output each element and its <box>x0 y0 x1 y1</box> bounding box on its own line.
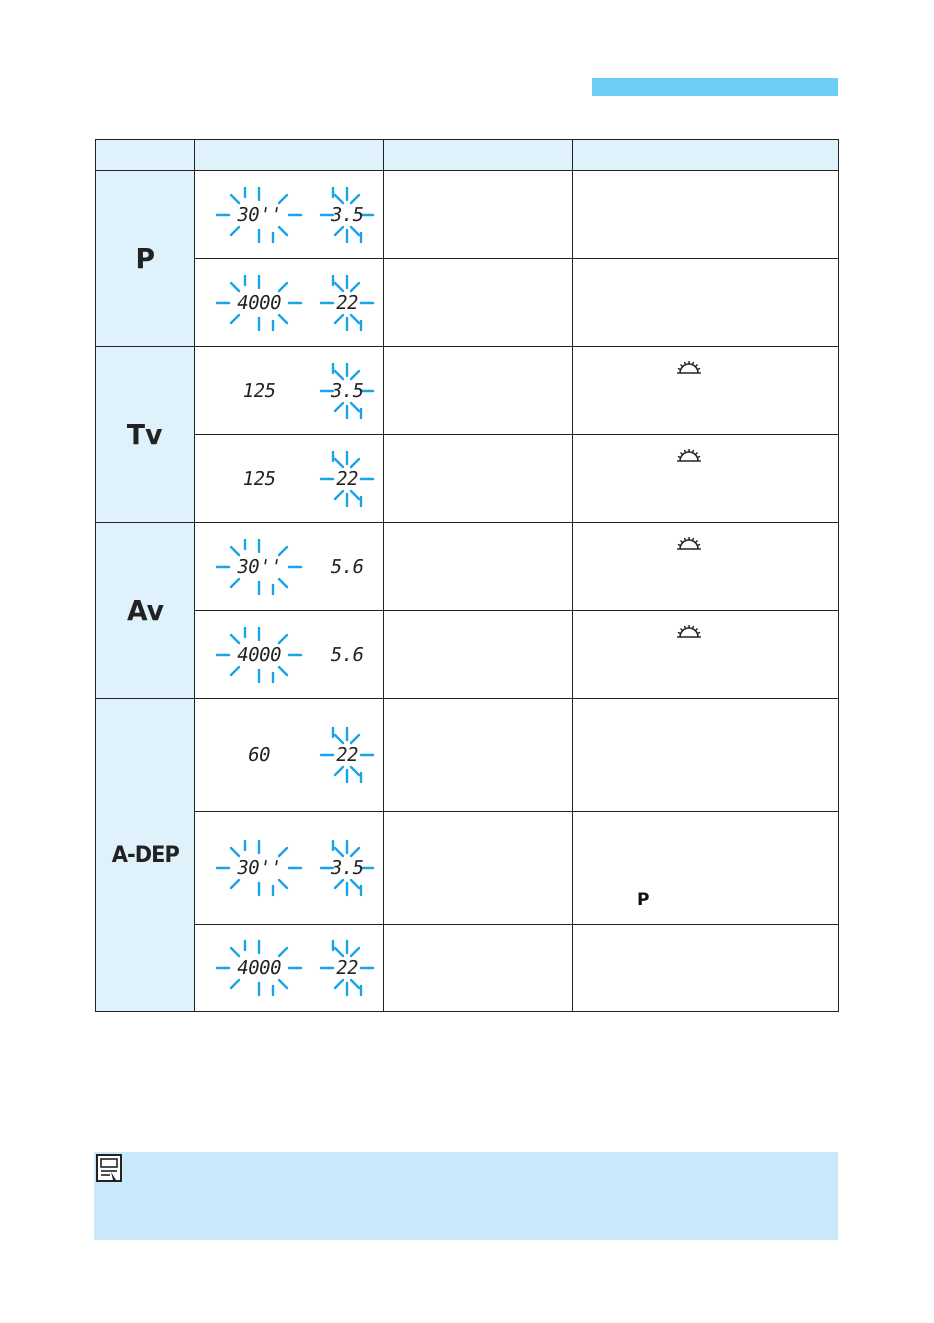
main-dial-icon <box>677 623 701 639</box>
solution-cell <box>573 435 839 523</box>
solution-cell <box>573 925 839 1012</box>
display-cell <box>195 523 384 611</box>
table-row <box>96 812 839 925</box>
table-row <box>96 699 839 812</box>
mode-label: A-DEP <box>111 842 179 868</box>
section-tab-bar <box>592 78 838 96</box>
solution-cell <box>573 812 839 925</box>
aperture-value: 22 <box>334 467 360 490</box>
display-cell <box>195 611 384 699</box>
memo-icon <box>96 1154 122 1182</box>
mode-label: P <box>135 242 155 275</box>
table-header-row <box>96 140 839 171</box>
table-row <box>96 259 839 347</box>
problem-cell <box>384 699 573 812</box>
table-body <box>96 171 839 1012</box>
table-row <box>96 925 839 1012</box>
aperture-value: 22 <box>334 957 360 979</box>
solution-cell <box>573 259 839 347</box>
header-problem <box>384 140 573 171</box>
mode-label: Tv <box>127 418 163 451</box>
aperture-value: 5.6 <box>328 643 366 666</box>
mode-cell <box>96 523 195 699</box>
table-row <box>96 611 839 699</box>
header-mode <box>96 140 195 171</box>
solution-cell <box>573 523 839 611</box>
aperture-value: 5.6 <box>328 555 366 578</box>
aperture-value: 22 <box>334 291 360 314</box>
main-dial-icon <box>677 447 701 463</box>
display-cell <box>195 699 384 812</box>
table-row <box>96 523 839 611</box>
aperture-value: 3.5 <box>328 379 366 402</box>
display-cell <box>195 435 384 523</box>
shutter-speed-value: 4000 <box>235 291 283 314</box>
shutter-speed-value: 125 <box>240 379 278 402</box>
main-dial-icon <box>677 535 701 551</box>
shutter-speed-value: 60 <box>246 744 272 766</box>
shutter-speed-value: 30'' <box>235 203 283 226</box>
display-cell <box>195 171 384 259</box>
problem-cell <box>384 523 573 611</box>
display-cell <box>195 259 384 347</box>
table-row <box>96 347 839 435</box>
shutter-speed-value: 30'' <box>235 857 283 879</box>
table-row <box>96 435 839 523</box>
main-dial-icon <box>677 359 701 375</box>
table-row <box>96 171 839 259</box>
display-cell <box>195 347 384 435</box>
problem-cell <box>384 171 573 259</box>
header-display <box>195 140 384 171</box>
solution-cell <box>573 699 839 812</box>
problem-cell <box>384 812 573 925</box>
shutter-speed-value: 30'' <box>235 555 283 578</box>
problem-cell <box>384 925 573 1012</box>
solution-cell <box>573 611 839 699</box>
mode-cell <box>96 347 195 523</box>
problem-cell <box>384 435 573 523</box>
problem-cell <box>384 611 573 699</box>
shutter-speed-value: 4000 <box>235 643 283 666</box>
problem-cell <box>384 259 573 347</box>
memo-box <box>94 1152 838 1240</box>
solution-cell <box>573 347 839 435</box>
mode-cell <box>96 699 195 1012</box>
solution-cell <box>573 171 839 259</box>
mode-cell <box>96 171 195 347</box>
program-mode-glyph: P <box>637 890 650 910</box>
header-solution <box>573 140 839 171</box>
aperture-value: 3.5 <box>328 857 366 879</box>
shutter-speed-value: 4000 <box>235 957 283 979</box>
problem-cell <box>384 347 573 435</box>
aperture-value: 22 <box>334 744 360 766</box>
aperture-value: 3.5 <box>328 203 366 226</box>
display-cell <box>195 812 384 925</box>
shutter-speed-value: 125 <box>240 467 278 490</box>
mode-label: Av <box>126 594 164 627</box>
display-cell <box>195 925 384 1012</box>
exposure-warning-table <box>95 139 839 1012</box>
